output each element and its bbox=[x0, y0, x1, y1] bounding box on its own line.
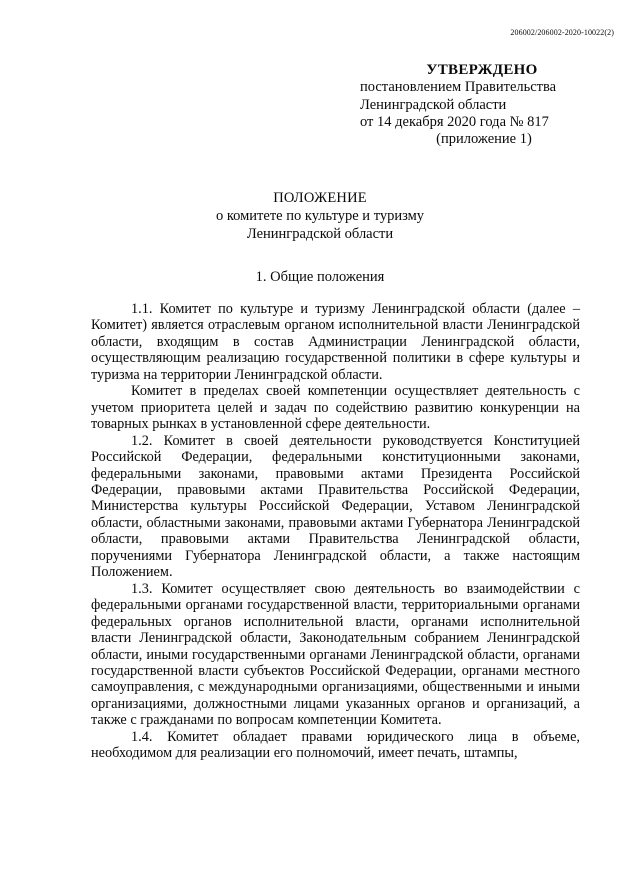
approval-line-2: Ленинградской области bbox=[360, 96, 507, 113]
approval-line-3: от 14 декабря 2020 года № 817 bbox=[360, 113, 549, 130]
document-subtitle-2: Ленинградской области bbox=[246, 226, 394, 242]
paragraph-1-1-continued: Комитет в пределах своей компетенции осуществляет деятельность с учетом приоритета целей и задач по содействию развитию конкуренции на товарных рынках в установленной сфере деятельности. bbox=[91, 383, 580, 433]
document-body bbox=[91, 301, 580, 762]
paragraph-1-1: 1.1. Комитет по культуре и туризму Ленинградской области (далее – Комитет) является отраслевым органом исполнительной власти Ленинградской области, входящим в состав Администрации Ленинградской области, осуществляющим реализацию государственной политики в сфере культуры и туризма на территории Ленинградской области. bbox=[91, 301, 580, 383]
paragraph-1-3: 1.3. Комитет осуществляет свою деятельность во взаимодействии с федеральными органами государственной власти, территориальными органами федеральных органов исполнительной власти, органами исполнительной власти Ленинградской области, Законодательным собранием Ленинградской области, иными государственными органами Ленинградской области, органами государственной власти субъектов Российской Федерации, органами местного самоуправления, с международными организациями, общественными и иными организациями, должностными лицами указанных органов и организаций, а также с гражданами по вопросам компетенции Комитета. bbox=[91, 580, 580, 729]
section-title: 1. Общие положения bbox=[255, 269, 385, 285]
document-title: ПОЛОЖЕНИЕ bbox=[273, 190, 367, 206]
paragraph-1-4: 1.4. Комитет обладает правами юридического лица в объеме, необходимом для реализации его полномочий, имеет печать, штампы, bbox=[91, 728, 580, 762]
approval-line-1: постановлением Правительства bbox=[360, 79, 557, 96]
document-subtitle-1: о комитете по культуре и туризму bbox=[215, 208, 425, 224]
approval-appendix: (приложение 1) bbox=[436, 131, 532, 148]
paragraph-1-2: 1.2. Комитет в своей деятельности руководствуется Конституцией Российской Федерации, федеральными конституционными законами, федеральными законами, правовыми актами Президента Российской Федерации, правовыми актами Правительства Российской Федерации, Министерства культуры Российской Федерации, Уставом Ленинградской области, областными законами, правовыми актами Губернатора Ленинградской области, правовыми актами Правительства Ленинградской области, поручениями Губернатора Ленинградской области, а также настоящим Положением. bbox=[91, 432, 580, 581]
approval-block bbox=[360, 62, 610, 148]
document-code: 206002/206002-2020-10022(2) bbox=[510, 28, 614, 37]
approval-title: УТВЕРЖДЕНО bbox=[426, 62, 538, 78]
